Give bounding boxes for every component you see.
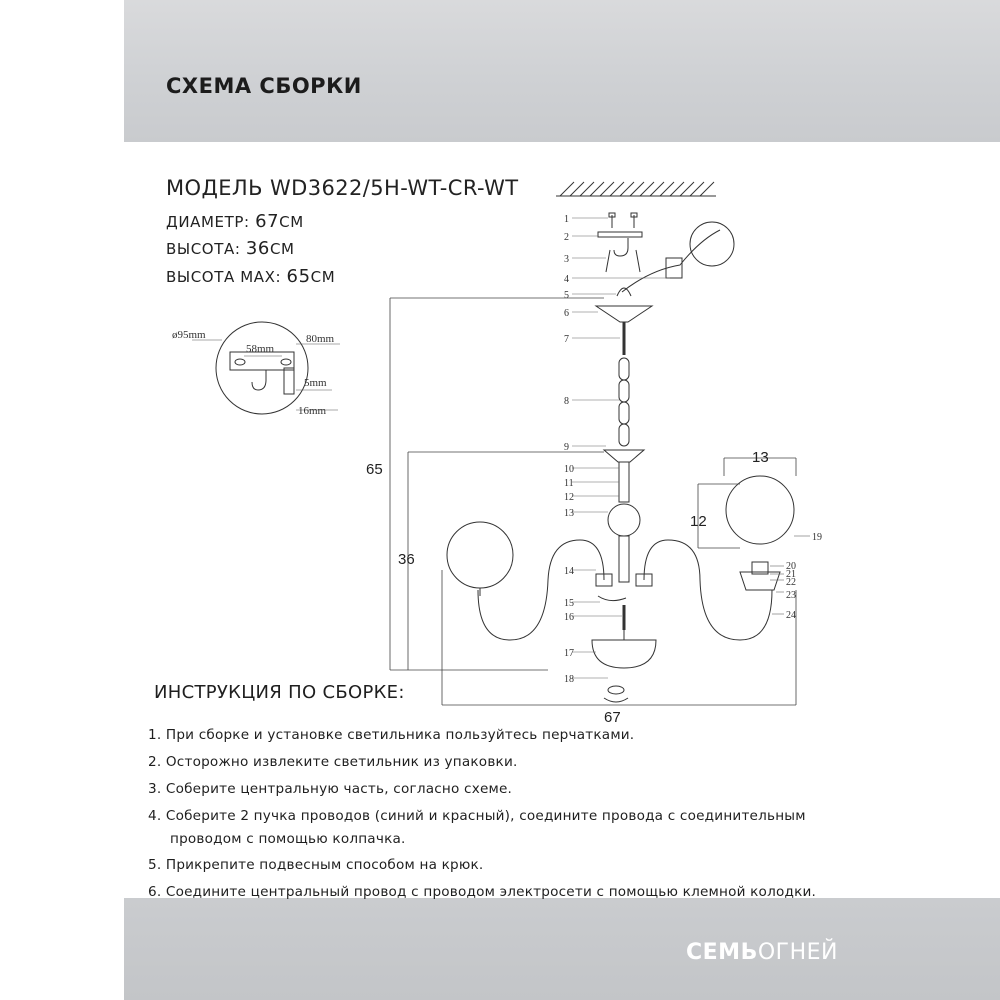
callout-2: 2 [564,232,569,243]
spec-diameter-unit: СМ [279,213,304,231]
mount-depth-label: 5mm [304,377,327,389]
spec-diameter-label: ДИАМЕТР: [166,213,250,231]
supply-wire [622,230,720,292]
mount-diameter-label: ø95mm [172,329,206,341]
dim-overall-height: 65 [366,461,383,478]
callout-17: 17 [564,648,574,659]
brand-light: ОГНЕЙ [757,940,838,965]
callout-4: 4 [564,274,569,285]
finial-arrow [604,698,628,702]
spec-diameter-value: 67 [255,211,280,232]
left-globe [447,522,513,588]
callout-13: 13 [564,508,574,519]
callout-19: 19 [812,532,822,543]
brand-logo [686,940,838,965]
callout-14: 14 [564,566,574,577]
finial [608,686,624,694]
model-code: WD3622/5H-WT-CR-WT [270,176,519,200]
callout-18: 18 [564,674,574,685]
callout-5: 5 [564,290,569,301]
instruction-step-4-cont: проводом с помощью колпачка. [170,831,406,847]
callout-8: 8 [564,396,569,407]
canopy [596,306,652,322]
callout-23: 23 [786,590,796,601]
page-title: СХЕМА СБОРКИ [166,74,362,98]
callout-leaders [572,218,810,678]
instruction-step-4: 4. Соберите 2 пучка проводов (синий и красный), соедините провода с соединительным [148,808,806,824]
brand-bold: СЕМЬ [686,940,758,965]
dim-diameter: 67 [604,709,621,726]
spec-height-unit: СМ [269,240,295,258]
model-label: МОДЕЛЬ [166,176,263,200]
callout-1: 1 [564,214,569,225]
callout-22: 22 [786,577,796,588]
callout-16: 16 [564,612,574,623]
instruction-step-2: 2. Осторожно извлеките светильник из упаковки. [148,754,518,770]
hook-part [614,238,628,256]
wire-cap [598,596,626,601]
dim-globe-width: 13 [752,449,769,466]
callout-6: 6 [564,308,569,319]
instruction-step-3: 3. Соберите центральную часть, согласно схеме. [148,781,513,797]
spec-height-max-label: ВЫСОТА MAX: [166,268,282,286]
lower-stem [619,536,629,582]
callout-11: 11 [564,478,574,489]
center-ball [608,504,640,536]
spec-height-max-unit: СМ [310,268,336,286]
callout-12: 12 [564,492,574,503]
spec-height-value: 36 [245,238,270,259]
callout-7: 7 [564,334,569,345]
callout-15: 15 [564,598,574,609]
dim-body-height: 36 [398,551,415,568]
chain [619,358,629,446]
instruction-step-5: 5. Прикрепите подвесным способом на крюк. [148,857,484,873]
mount-width-label: 80mm [306,333,335,345]
ceiling-hatch [556,182,716,196]
bottom-bowl [592,640,656,668]
dim-globe-height: 12 [690,513,707,530]
callout-21: 21 [786,569,796,580]
dimension-lines [390,298,796,705]
callout-24: 24 [786,610,796,621]
left-arm [478,540,604,640]
callout-10: 10 [564,464,574,475]
mount-hook-label: 16mm [298,405,327,417]
mounting-bracket [598,232,642,237]
callout-9: 9 [564,442,569,453]
socket-cup [740,572,780,590]
instructions-title: ИНСТРУКЦИЯ ПО СБОРКЕ: [154,682,405,703]
instruction-step-1: 1. При сборке и установке светильника пользуйтесь перчатками. [148,727,635,743]
spec-height-label: ВЫСОТА: [166,240,241,258]
callout-20: 20 [786,561,796,572]
top-cup [604,450,644,462]
instruction-step-6: 6. Соедините центральный провод с проводом электросети с помощью клемной колодки. [148,884,817,900]
callout-3: 3 [564,254,569,265]
mounting-screws [609,213,637,228]
right-globe [726,476,794,544]
terminal-detail [690,222,734,266]
mount-spacing-label: 58mm [246,343,275,355]
spec-height-max-value: 65 [286,266,311,287]
anchor-screws [606,250,640,272]
upper-stem [619,462,629,502]
canopy-loop [617,288,631,296]
